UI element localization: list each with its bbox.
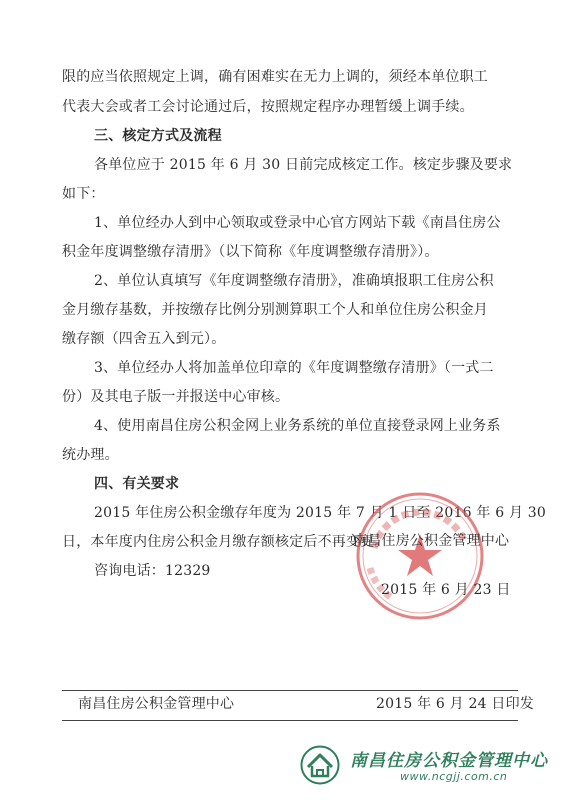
step-2-line: 2、单位认真填写《年度调整缴存清册》，准确填报职工住房公积 <box>94 273 494 289</box>
signature-date: 2015 年 6 月 23 日 <box>381 582 511 598</box>
print-line-top-rule <box>62 690 518 691</box>
section-heading-three: 三、核定方式及流程 <box>94 128 222 144</box>
print-line-bottom-rule <box>62 720 518 721</box>
step-1-line: 积金年度调整缴存清册》（以下简称《年度调整缴存清册》）。 <box>62 244 439 260</box>
body-line: 日，本年度内住房公积金月缴存额核定后不再变更。 <box>62 534 389 550</box>
step-1-line: 1、单位经办人到中心领取或登录中心官方网站下载《南昌住房公 <box>94 215 501 231</box>
body-line: 限的应当依照规定上调，确有困难实在无力上调的，须经本单位职工 <box>62 69 488 85</box>
step-2-line: 金月缴存基数，并按缴存比例分别测算职工个人和单位住房公积金月 <box>62 302 488 318</box>
print-line-org: 南昌住房公积金管理中心 <box>78 696 235 712</box>
print-line-date: 2015 年 6 月 24 日印发 <box>376 696 535 712</box>
official-seal-stamp <box>352 488 488 624</box>
contact-phone: 咨询电话：12329 <box>94 563 211 579</box>
body-line: 2015 年住房公积金缴存年度为 2015 年 7 月 1 日至 2016 年 6 月 30 <box>94 505 547 521</box>
step-4-line: 统办理。 <box>62 447 119 463</box>
signature-org: 南昌住房公积金管理中心 <box>353 533 510 549</box>
footer-url: www.ncgjj.com.cn <box>400 770 508 783</box>
body-line: 如下： <box>62 186 105 202</box>
body-line: 各单位应于 2015 年 6 月 30 日前完成核定工作。核定步骤及要求 <box>94 157 513 173</box>
footer-org-name: 南昌住房公积金管理中心 <box>350 751 548 771</box>
section-heading-four: 四、有关要求 <box>94 476 180 492</box>
step-2-line: 缴存额（四舍五入到元）。 <box>62 331 226 347</box>
step-3-line: 份）及其电子版一并报送中心审核。 <box>62 389 290 405</box>
house-logo-icon <box>300 745 340 785</box>
body-line: 代表大会或者工会讨论通过后，按照规定程序办理暂缓上调手续。 <box>62 99 474 115</box>
step-4-line: 4、使用南昌住房公积金网上业务系统的单位直接登录网上业务系 <box>94 418 501 434</box>
step-3-line: 3、单位经办人将加盖单位印章的《年度调整缴存清册》（一式二 <box>94 360 494 376</box>
